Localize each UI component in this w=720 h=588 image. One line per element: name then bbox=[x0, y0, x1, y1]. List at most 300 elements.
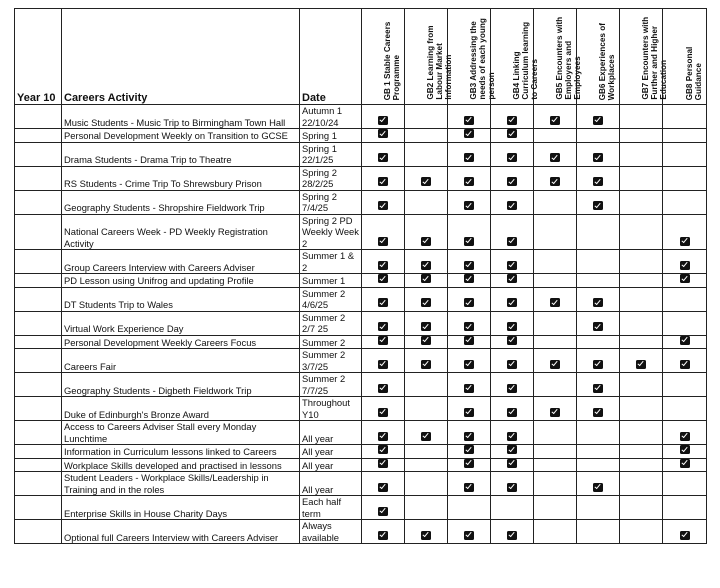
table-row bbox=[15, 472, 707, 496]
date-cell: Summer 2 bbox=[300, 335, 362, 349]
benchmark-cell-gb6 bbox=[577, 335, 620, 349]
checkbox-checked-icon bbox=[507, 408, 517, 417]
benchmark-cell-gb6 bbox=[577, 105, 620, 129]
table-row bbox=[15, 520, 707, 544]
date-cell: All year bbox=[300, 472, 362, 496]
activity-cell: Student Leaders - Workplace Skills/Leadership in Training and in the roles bbox=[62, 472, 300, 496]
benchmark-cell-gb6 bbox=[577, 287, 620, 311]
checkbox-checked-icon bbox=[550, 116, 560, 125]
benchmark-cell-gb3 bbox=[448, 129, 491, 143]
table-row bbox=[15, 105, 707, 129]
benchmark-cell-gb8 bbox=[663, 105, 707, 129]
benchmark-cell-gb8 bbox=[663, 129, 707, 143]
benchmark-cell-gb7 bbox=[620, 445, 663, 459]
benchmark-cell-gb4 bbox=[491, 472, 534, 496]
checkbox-checked-icon bbox=[507, 360, 517, 369]
benchmark-cell-gb8 bbox=[663, 274, 707, 288]
benchmark-cell-gb3 bbox=[448, 250, 491, 274]
checkbox-checked-icon bbox=[550, 298, 560, 307]
benchmark-label: GB5 Encounters with Employers and Employees bbox=[555, 17, 583, 100]
benchmark-label: GB6 Experiences of Workplaces bbox=[598, 22, 617, 100]
benchmark-cell-gb1 bbox=[362, 142, 405, 166]
benchmark-cell-gb6 bbox=[577, 373, 620, 397]
benchmark-cell-gb3 bbox=[448, 166, 491, 190]
activity-cell: Geography Students - Shropshire Fieldwork Trip bbox=[62, 190, 300, 214]
year-cell bbox=[15, 274, 62, 288]
benchmark-cell-gb3 bbox=[448, 349, 491, 373]
benchmark-cell-gb4 bbox=[491, 520, 534, 544]
checkbox-checked-icon bbox=[507, 483, 517, 492]
benchmark-cell-gb8 bbox=[663, 397, 707, 421]
benchmark-cell-gb1 bbox=[362, 311, 405, 335]
year-cell bbox=[15, 142, 62, 166]
checkbox-checked-icon bbox=[464, 177, 474, 186]
year-cell bbox=[15, 335, 62, 349]
table-row bbox=[15, 496, 707, 520]
checkbox-checked-icon bbox=[378, 153, 388, 162]
benchmark-cell-gb2 bbox=[405, 421, 448, 445]
benchmark-cell-gb4 bbox=[491, 335, 534, 349]
checkbox-checked-icon bbox=[464, 531, 474, 540]
benchmark-header-gb7 bbox=[620, 9, 669, 105]
benchmark-cell-gb4 bbox=[491, 250, 534, 274]
checkbox-checked-icon bbox=[507, 237, 517, 246]
table-row bbox=[15, 397, 707, 421]
benchmark-cell-gb3 bbox=[448, 105, 491, 129]
benchmark-cell-gb2 bbox=[405, 520, 448, 544]
benchmark-cell-gb1 bbox=[362, 421, 405, 445]
checkbox-checked-icon bbox=[378, 237, 388, 246]
benchmark-header-gb5 bbox=[534, 9, 583, 105]
activity-cell: Access to Careers Adviser Stall every Monday Lunchtime bbox=[62, 421, 300, 445]
benchmark-cell-gb2 bbox=[405, 105, 448, 129]
benchmark-cell-gb6 bbox=[577, 349, 620, 373]
benchmark-cell-gb5 bbox=[534, 166, 577, 190]
year-cell bbox=[15, 250, 62, 274]
benchmark-cell-gb3 bbox=[448, 373, 491, 397]
year-cell bbox=[15, 287, 62, 311]
benchmark-cell-gb5 bbox=[534, 250, 577, 274]
checkbox-checked-icon bbox=[550, 177, 560, 186]
benchmark-cell-gb5 bbox=[534, 445, 577, 459]
benchmark-header-gb8 bbox=[663, 9, 707, 105]
checkbox-checked-icon bbox=[593, 483, 603, 492]
checkbox-checked-icon bbox=[507, 116, 517, 125]
benchmark-cell-gb3 bbox=[448, 520, 491, 544]
benchmark-cell-gb4 bbox=[491, 287, 534, 311]
checkbox-checked-icon bbox=[378, 531, 388, 540]
benchmark-cell-gb4 bbox=[491, 274, 534, 288]
benchmark-cell-gb5 bbox=[534, 458, 577, 472]
checkbox-checked-icon bbox=[421, 274, 431, 283]
benchmark-header-gb6 bbox=[577, 9, 620, 105]
activity-cell: DT Students Trip to Wales bbox=[62, 287, 300, 311]
benchmark-cell-gb5 bbox=[534, 274, 577, 288]
benchmark-cell-gb7 bbox=[620, 373, 663, 397]
benchmark-cell-gb1 bbox=[362, 129, 405, 143]
checkbox-checked-icon bbox=[636, 360, 646, 369]
benchmark-cell-gb8 bbox=[663, 472, 707, 496]
checkbox-checked-icon bbox=[550, 360, 560, 369]
benchmark-label: GB7 Encounters with Further and Higher Education bbox=[641, 17, 669, 100]
benchmark-cell-gb6 bbox=[577, 421, 620, 445]
benchmark-cell-gb7 bbox=[620, 166, 663, 190]
activity-header: Careers Activity bbox=[62, 9, 300, 105]
benchmark-cell-gb6 bbox=[577, 472, 620, 496]
benchmark-cell-gb8 bbox=[663, 496, 707, 520]
activity-cell: Careers Fair bbox=[62, 349, 300, 373]
benchmark-cell-gb8 bbox=[663, 287, 707, 311]
benchmark-cell-gb4 bbox=[491, 421, 534, 445]
benchmark-cell-gb1 bbox=[362, 520, 405, 544]
benchmark-cell-gb8 bbox=[663, 445, 707, 459]
checkbox-checked-icon bbox=[464, 201, 474, 210]
checkbox-checked-icon bbox=[378, 261, 388, 270]
checkbox-checked-icon bbox=[464, 336, 474, 345]
checkbox-checked-icon bbox=[507, 153, 517, 162]
benchmark-cell-gb7 bbox=[620, 311, 663, 335]
benchmark-cell-gb8 bbox=[663, 190, 707, 214]
benchmark-cell-gb6 bbox=[577, 166, 620, 190]
benchmark-cell-gb7 bbox=[620, 287, 663, 311]
benchmark-cell-gb2 bbox=[405, 129, 448, 143]
checkbox-checked-icon bbox=[378, 274, 388, 283]
checkbox-checked-icon bbox=[421, 432, 431, 441]
checkbox-checked-icon bbox=[680, 237, 690, 246]
benchmark-cell-gb1 bbox=[362, 445, 405, 459]
benchmark-cell-gb4 bbox=[491, 190, 534, 214]
benchmark-cell-gb1 bbox=[362, 287, 405, 311]
benchmark-cell-gb8 bbox=[663, 214, 707, 250]
benchmark-cell-gb2 bbox=[405, 166, 448, 190]
date-cell: Spring 2 7/4/25 bbox=[300, 190, 362, 214]
benchmark-cell-gb1 bbox=[362, 274, 405, 288]
benchmark-cell-gb6 bbox=[577, 142, 620, 166]
benchmark-cell-gb1 bbox=[362, 458, 405, 472]
benchmark-cell-gb2 bbox=[405, 311, 448, 335]
checkbox-checked-icon bbox=[507, 336, 517, 345]
checkbox-checked-icon bbox=[378, 129, 388, 138]
checkbox-checked-icon bbox=[464, 261, 474, 270]
checkbox-checked-icon bbox=[378, 384, 388, 393]
benchmark-cell-gb8 bbox=[663, 349, 707, 373]
benchmark-cell-gb2 bbox=[405, 397, 448, 421]
benchmark-cell-gb2 bbox=[405, 496, 448, 520]
checkbox-checked-icon bbox=[464, 298, 474, 307]
checkbox-checked-icon bbox=[593, 322, 603, 331]
checkbox-checked-icon bbox=[464, 459, 474, 468]
checkbox-checked-icon bbox=[507, 531, 517, 540]
date-cell: Summer 1 bbox=[300, 274, 362, 288]
checkbox-checked-icon bbox=[593, 177, 603, 186]
date-cell: Spring 2 PD Weekly Week 2 bbox=[300, 214, 362, 250]
benchmark-cell-gb8 bbox=[663, 458, 707, 472]
checkbox-checked-icon bbox=[680, 336, 690, 345]
checkbox-checked-icon bbox=[507, 261, 517, 270]
benchmark-cell-gb7 bbox=[620, 274, 663, 288]
checkbox-checked-icon bbox=[378, 445, 388, 454]
checkbox-checked-icon bbox=[507, 177, 517, 186]
year-cell bbox=[15, 129, 62, 143]
benchmark-cell-gb7 bbox=[620, 214, 663, 250]
checkbox-checked-icon bbox=[593, 116, 603, 125]
benchmark-cell-gb7 bbox=[620, 520, 663, 544]
benchmark-cell-gb5 bbox=[534, 421, 577, 445]
date-header: Date bbox=[300, 9, 362, 105]
benchmark-cell-gb7 bbox=[620, 349, 663, 373]
checkbox-checked-icon bbox=[507, 459, 517, 468]
checkbox-checked-icon bbox=[421, 336, 431, 345]
benchmark-cell-gb1 bbox=[362, 472, 405, 496]
benchmark-cell-gb3 bbox=[448, 311, 491, 335]
benchmark-cell-gb2 bbox=[405, 250, 448, 274]
benchmark-cell-gb4 bbox=[491, 311, 534, 335]
benchmark-cell-gb6 bbox=[577, 190, 620, 214]
benchmark-cell-gb4 bbox=[491, 105, 534, 129]
benchmark-cell-gb6 bbox=[577, 397, 620, 421]
benchmark-cell-gb5 bbox=[534, 287, 577, 311]
benchmark-cell-gb2 bbox=[405, 142, 448, 166]
benchmark-label: GB2 Learning from Labour Market Information bbox=[426, 25, 454, 100]
benchmark-cell-gb3 bbox=[448, 445, 491, 459]
date-cell: Summer 1 & 2 bbox=[300, 250, 362, 274]
checkbox-checked-icon bbox=[507, 384, 517, 393]
year-cell bbox=[15, 458, 62, 472]
benchmark-header-gb4 bbox=[491, 9, 540, 105]
checkbox-checked-icon bbox=[507, 445, 517, 454]
benchmark-cell-gb2 bbox=[405, 458, 448, 472]
checkbox-checked-icon bbox=[680, 274, 690, 283]
activity-cell: Workplace Skills developed and practised in lessons bbox=[62, 458, 300, 472]
benchmark-cell-gb2 bbox=[405, 445, 448, 459]
table-row bbox=[15, 166, 707, 190]
benchmark-cell-gb5 bbox=[534, 472, 577, 496]
checkbox-checked-icon bbox=[507, 201, 517, 210]
checkbox-checked-icon bbox=[378, 177, 388, 186]
date-cell: Summer 2 4/6/25 bbox=[300, 287, 362, 311]
checkbox-checked-icon bbox=[421, 322, 431, 331]
checkbox-checked-icon bbox=[680, 445, 690, 454]
benchmark-cell-gb2 bbox=[405, 274, 448, 288]
checkbox-checked-icon bbox=[464, 153, 474, 162]
benchmark-cell-gb4 bbox=[491, 129, 534, 143]
benchmark-cell-gb4 bbox=[491, 397, 534, 421]
benchmark-cell-gb6 bbox=[577, 250, 620, 274]
benchmark-cell-gb8 bbox=[663, 311, 707, 335]
activity-cell: PD Lesson using Unifrog and updating Profile bbox=[62, 274, 300, 288]
benchmark-cell-gb5 bbox=[534, 335, 577, 349]
activity-cell: Personal Development Weekly Careers Focus bbox=[62, 335, 300, 349]
checkbox-checked-icon bbox=[378, 322, 388, 331]
checkbox-checked-icon bbox=[421, 531, 431, 540]
benchmark-cell-gb3 bbox=[448, 214, 491, 250]
year-cell bbox=[15, 421, 62, 445]
checkbox-checked-icon bbox=[507, 432, 517, 441]
table-row bbox=[15, 311, 707, 335]
checkbox-checked-icon bbox=[378, 507, 388, 516]
checkbox-checked-icon bbox=[421, 261, 431, 270]
table-row bbox=[15, 287, 707, 311]
benchmark-cell-gb7 bbox=[620, 335, 663, 349]
benchmark-cell-gb6 bbox=[577, 274, 620, 288]
table-row bbox=[15, 190, 707, 214]
checkbox-checked-icon bbox=[680, 261, 690, 270]
benchmark-cell-gb1 bbox=[362, 166, 405, 190]
checkbox-checked-icon bbox=[680, 459, 690, 468]
checkbox-checked-icon bbox=[464, 274, 474, 283]
table-row bbox=[15, 274, 707, 288]
benchmark-cell-gb1 bbox=[362, 349, 405, 373]
checkbox-checked-icon bbox=[593, 298, 603, 307]
benchmark-cell-gb7 bbox=[620, 397, 663, 421]
benchmark-cell-gb7 bbox=[620, 190, 663, 214]
benchmark-cell-gb7 bbox=[620, 496, 663, 520]
checkbox-checked-icon bbox=[680, 360, 690, 369]
benchmark-cell-gb4 bbox=[491, 166, 534, 190]
activity-cell: National Careers Week - PD Weekly Registration Activity bbox=[62, 214, 300, 250]
benchmark-cell-gb3 bbox=[448, 287, 491, 311]
benchmark-cell-gb6 bbox=[577, 311, 620, 335]
benchmark-header-gb1 bbox=[362, 9, 405, 105]
benchmark-cell-gb3 bbox=[448, 142, 491, 166]
benchmark-cell-gb7 bbox=[620, 142, 663, 166]
date-cell: Summer 2 3/7/25 bbox=[300, 349, 362, 373]
activity-cell: Virtual Work Experience Day bbox=[62, 311, 300, 335]
benchmark-cell-gb5 bbox=[534, 214, 577, 250]
benchmark-cell-gb2 bbox=[405, 472, 448, 496]
checkbox-checked-icon bbox=[421, 360, 431, 369]
benchmark-cell-gb3 bbox=[448, 496, 491, 520]
benchmark-cell-gb1 bbox=[362, 105, 405, 129]
benchmark-cell-gb7 bbox=[620, 129, 663, 143]
table-row bbox=[15, 373, 707, 397]
benchmark-cell-gb4 bbox=[491, 458, 534, 472]
checkbox-checked-icon bbox=[378, 116, 388, 125]
benchmark-cell-gb1 bbox=[362, 373, 405, 397]
date-cell: Autumn 1 22/10/24 bbox=[300, 105, 362, 129]
date-cell: All year bbox=[300, 445, 362, 459]
table-row bbox=[15, 335, 707, 349]
activity-cell: Optional full Careers Interview with Careers Adviser bbox=[62, 520, 300, 544]
year-cell bbox=[15, 349, 62, 373]
benchmark-cell-gb5 bbox=[534, 311, 577, 335]
date-cell: Summer 2 2/7 25 bbox=[300, 311, 362, 335]
checkbox-checked-icon bbox=[378, 201, 388, 210]
checkbox-checked-icon bbox=[378, 336, 388, 345]
benchmark-label: GB3 Addressing the needs of each young person bbox=[469, 18, 497, 100]
activity-cell: Personal Development Weekly on Transition to GCSE bbox=[62, 129, 300, 143]
checkbox-checked-icon bbox=[680, 531, 690, 540]
benchmark-cell-gb5 bbox=[534, 373, 577, 397]
checkbox-checked-icon bbox=[464, 483, 474, 492]
header-row bbox=[15, 9, 707, 105]
checkbox-checked-icon bbox=[680, 432, 690, 441]
benchmark-cell-gb7 bbox=[620, 250, 663, 274]
benchmark-cell-gb6 bbox=[577, 458, 620, 472]
benchmark-cell-gb3 bbox=[448, 274, 491, 288]
checkbox-checked-icon bbox=[507, 129, 517, 138]
benchmark-cell-gb2 bbox=[405, 214, 448, 250]
checkbox-checked-icon bbox=[550, 153, 560, 162]
checkbox-checked-icon bbox=[464, 432, 474, 441]
checkbox-checked-icon bbox=[421, 177, 431, 186]
year-cell bbox=[15, 105, 62, 129]
benchmark-cell-gb3 bbox=[448, 458, 491, 472]
benchmark-label: GB4 Linking Curriculum learning to Careers bbox=[512, 22, 540, 100]
benchmark-cell-gb8 bbox=[663, 421, 707, 445]
table-row bbox=[15, 142, 707, 166]
benchmark-label: GB8 Personal Guidance bbox=[684, 46, 703, 100]
benchmark-cell-gb8 bbox=[663, 142, 707, 166]
checkbox-checked-icon bbox=[378, 298, 388, 307]
checkbox-checked-icon bbox=[464, 237, 474, 246]
year-cell bbox=[15, 190, 62, 214]
benchmark-cell-gb7 bbox=[620, 421, 663, 445]
benchmark-cell-gb5 bbox=[534, 349, 577, 373]
benchmark-cell-gb2 bbox=[405, 190, 448, 214]
date-cell: All year bbox=[300, 421, 362, 445]
checkbox-checked-icon bbox=[421, 237, 431, 246]
checkbox-checked-icon bbox=[464, 322, 474, 331]
checkbox-checked-icon bbox=[464, 116, 474, 125]
benchmark-cell-gb2 bbox=[405, 349, 448, 373]
benchmark-cell-gb4 bbox=[491, 445, 534, 459]
benchmark-cell-gb6 bbox=[577, 129, 620, 143]
year-cell bbox=[15, 311, 62, 335]
date-cell: Spring 1 22/1/25 bbox=[300, 142, 362, 166]
table-row bbox=[15, 129, 707, 143]
year-cell bbox=[15, 496, 62, 520]
year-cell bbox=[15, 472, 62, 496]
benchmark-cell-gb8 bbox=[663, 166, 707, 190]
checkbox-checked-icon bbox=[507, 274, 517, 283]
table-row bbox=[15, 445, 707, 459]
checkbox-checked-icon bbox=[507, 298, 517, 307]
benchmark-cell-gb2 bbox=[405, 373, 448, 397]
benchmark-cell-gb7 bbox=[620, 458, 663, 472]
table-row bbox=[15, 458, 707, 472]
checkbox-checked-icon bbox=[464, 408, 474, 417]
date-cell: Always available bbox=[300, 520, 362, 544]
benchmark-cell-gb6 bbox=[577, 520, 620, 544]
year-cell bbox=[15, 397, 62, 421]
checkbox-checked-icon bbox=[464, 129, 474, 138]
benchmark-cell-gb2 bbox=[405, 287, 448, 311]
benchmark-cell-gb1 bbox=[362, 250, 405, 274]
benchmark-cell-gb2 bbox=[405, 335, 448, 349]
checkbox-checked-icon bbox=[421, 298, 431, 307]
date-cell: Spring 2 28/2/25 bbox=[300, 166, 362, 190]
activity-cell: Geography Students - Digbeth Fieldwork Trip bbox=[62, 373, 300, 397]
year-cell bbox=[15, 520, 62, 544]
activity-rows bbox=[15, 105, 707, 544]
benchmark-cell-gb6 bbox=[577, 445, 620, 459]
date-cell: Summer 2 7/7/25 bbox=[300, 373, 362, 397]
activity-cell: RS Students - Crime Trip To Shrewsbury Prison bbox=[62, 166, 300, 190]
benchmark-cell-gb4 bbox=[491, 496, 534, 520]
checkbox-checked-icon bbox=[593, 384, 603, 393]
benchmark-cell-gb1 bbox=[362, 496, 405, 520]
checkbox-checked-icon bbox=[378, 360, 388, 369]
checkbox-checked-icon bbox=[464, 360, 474, 369]
benchmark-cell-gb4 bbox=[491, 373, 534, 397]
activity-cell: Enterprise Skills in House Charity Days bbox=[62, 496, 300, 520]
benchmark-cell-gb8 bbox=[663, 520, 707, 544]
checkbox-checked-icon bbox=[378, 483, 388, 492]
benchmark-cell-gb5 bbox=[534, 520, 577, 544]
activity-cell: Duke of Edinburgh's Bronze Award bbox=[62, 397, 300, 421]
benchmark-cell-gb5 bbox=[534, 105, 577, 129]
